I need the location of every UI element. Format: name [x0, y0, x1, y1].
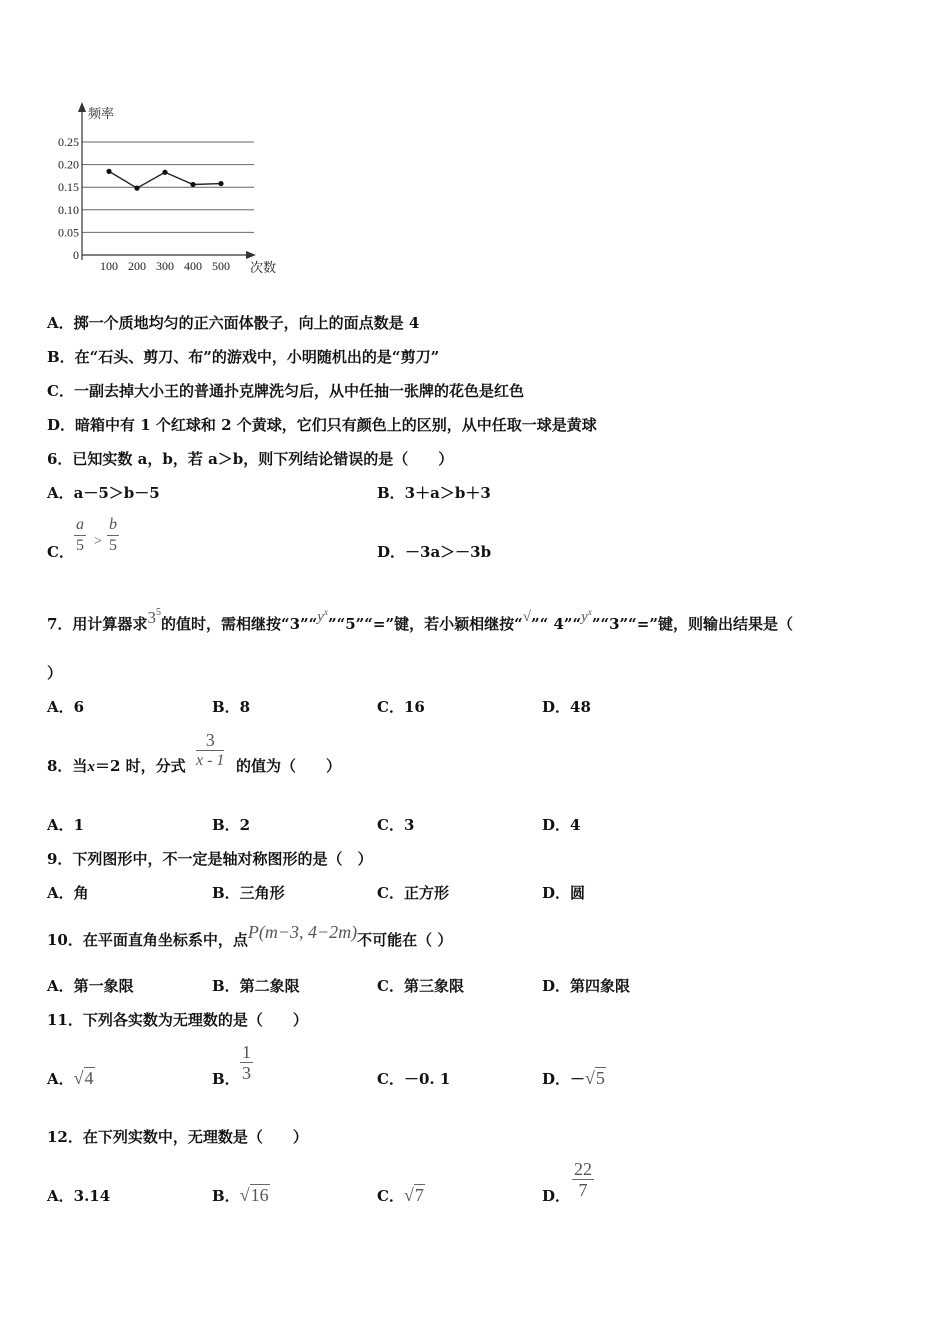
q6-option-c-fraction-2	[107, 515, 119, 556]
data-point	[218, 181, 223, 186]
q11-b-den: 3	[242, 1063, 251, 1083]
q6-option-d: D．－3a＞－3b	[377, 543, 492, 561]
q6-option-c-label: C．	[47, 543, 74, 561]
q7-text-3: ”“5”“=”键，若小颖相继按“	[327, 615, 523, 633]
q7-option-a: A．6	[47, 698, 85, 716]
x-tick-label: 400	[184, 259, 202, 273]
q6-option-b: B．3＋a＞b＋3	[377, 484, 491, 502]
q6-c-den2: 5	[109, 537, 117, 554]
q7-stem-close: ）	[47, 664, 63, 682]
q7-text-4: ”“ 4”“	[530, 615, 582, 633]
q5-option-c: C．一副去掉大小王的普通扑克牌洗匀后，从中任抽一张牌的花色是红色	[47, 382, 524, 400]
q10-text-2: 不可能在（ ）	[357, 931, 453, 949]
x-tick-label: 200	[128, 259, 146, 273]
q7-key-yx-1[interactable]: $y^x$	[317, 607, 328, 625]
y-tick-label: 0.25	[58, 135, 79, 149]
q10-point: P(m−3, 4−2m)	[247, 922, 358, 942]
y-tick-label: 0	[73, 248, 79, 262]
q11-option-a	[47, 1068, 95, 1089]
q12-b-sqrt: √16	[239, 1185, 269, 1205]
x-tick-label: 300	[156, 259, 174, 273]
y-tick-label: 0.10	[58, 202, 79, 217]
q12-option-c	[377, 1185, 425, 1206]
q12-option-d-fraction	[572, 1159, 594, 1200]
q7-option-b: B．8	[212, 698, 251, 716]
q8-option-d: D．4	[542, 816, 581, 834]
q12-b-label: B．	[212, 1187, 240, 1205]
frequency-chart	[40, 100, 300, 280]
data-point	[134, 186, 139, 191]
q12-option-a: A．3.14	[47, 1187, 111, 1205]
q10-text-1: 10．在平面直角坐标系中，点	[47, 931, 248, 949]
q8-stem-part-2: 的值为（ ）	[236, 757, 342, 775]
q11-d-sqrt: √5	[585, 1068, 605, 1088]
q10-option-c: C．第三象限	[377, 977, 464, 995]
q8-stem-part-1	[47, 755, 186, 776]
q7-option-d: D．48	[542, 698, 591, 716]
q5-option-a: A．掷一个质地均匀的正六面体骰子，向上的面点数是 4	[47, 314, 420, 332]
q12-c-sqrt: √7	[403, 1185, 424, 1205]
q11-option-c: C．－0. 1	[377, 1070, 451, 1088]
q8-text-1: 8．当	[47, 757, 88, 775]
q12-option-b	[212, 1185, 270, 1206]
q7-base: 3	[147, 608, 156, 627]
q9-option-b: B．三角形	[212, 884, 285, 902]
q11-option-b-fraction	[240, 1042, 253, 1083]
q6-c-num2: b	[107, 515, 119, 536]
q12-option-d-label: D．	[542, 1187, 571, 1205]
q7-option-c: C．16	[377, 698, 425, 716]
q8-option-a: A．1	[47, 816, 85, 834]
q11-a-label: A．	[47, 1070, 74, 1088]
q11-b-num: 1	[242, 1042, 251, 1062]
q7-text-5: ”“3”“=”键，则输出结果是（	[591, 615, 793, 633]
q6-option-a: A．a－5＞b－5	[47, 484, 160, 502]
data-point	[162, 170, 167, 175]
q6-stem: 6．已知实数 a，b，若 a＞b，则下列结论错误的是（ ）	[47, 450, 454, 468]
q12-d-den: 7	[578, 1180, 588, 1200]
data-point	[106, 169, 111, 174]
q7-key-yx-2[interactable]: $y^x$	[581, 607, 592, 625]
q7-exp: 5	[155, 607, 161, 618]
y-tick-label: 0.05	[58, 225, 79, 240]
x-axis-arrow	[246, 251, 256, 259]
q9-option-a: A．角	[47, 884, 89, 902]
q5-option-d: D．暗箱中有 1 个红球和 2 个黄球，它们只有颜色上的区别，从中任取一球是黄球	[47, 416, 597, 434]
q11-a-sqrt: √4	[73, 1068, 94, 1088]
q9-stem: 9．下列图形中，不一定是轴对称图形的是（ ）	[47, 850, 373, 868]
q6-c-den1: 5	[76, 537, 84, 554]
q9-option-c: C．正方形	[377, 884, 449, 902]
q6-option-c-fraction-1	[74, 515, 86, 556]
q6-option-c-op	[94, 534, 102, 550]
q5-option-b: B．在“石头、剪刀、布”的游戏中，小明随机出的是“剪刀”	[47, 348, 440, 366]
q12-c-label: C．	[377, 1187, 404, 1205]
y-tick-label: 0.15	[58, 180, 79, 195]
x-tick-label: 500	[212, 259, 230, 273]
q8-den: x - 1	[196, 752, 225, 769]
q8-fraction	[196, 730, 224, 771]
q12-stem: 12．在下列实数中，无理数是（ ）	[47, 1128, 308, 1146]
q8-num: 3	[196, 730, 224, 751]
q12-d-num: 22	[574, 1159, 592, 1179]
data-point	[190, 182, 195, 187]
x-axis-label: 次数	[250, 260, 277, 275]
q7-stem	[47, 607, 793, 634]
q8-var: x	[87, 759, 95, 775]
y-tick-label: 0.20	[58, 157, 79, 172]
q10-option-a: A．第一象限	[47, 977, 134, 995]
x-tick-label: 100	[100, 259, 118, 273]
q8-option-b: B．2	[212, 816, 251, 834]
q7-key-sqrt[interactable]: √	[522, 609, 531, 625]
q11-option-d	[542, 1068, 606, 1089]
q10-option-b: B．第二象限	[212, 977, 300, 995]
q8-text-2: ＝2 时，分式	[94, 757, 186, 775]
q10-option-d: D．第四象限	[542, 977, 631, 995]
y-axis-arrow	[78, 102, 86, 112]
q10-stem	[47, 922, 453, 950]
q11-stem: 11．下列各实数为无理数的是（ ）	[47, 1011, 308, 1029]
q11-option-b-label: B．	[212, 1070, 240, 1088]
y-axis-label: 频率	[88, 106, 115, 121]
q8-option-c: C．3	[377, 816, 415, 834]
q6-c-op: >	[94, 534, 102, 549]
q7-text-2: 的值时，需相继按“3”“	[160, 615, 318, 633]
q9-option-d: D．圆	[542, 884, 586, 902]
q11-d-label: D．－	[542, 1070, 586, 1088]
q7-text-1: 7．用计算器求	[47, 615, 148, 633]
q6-c-num1: a	[74, 515, 86, 536]
